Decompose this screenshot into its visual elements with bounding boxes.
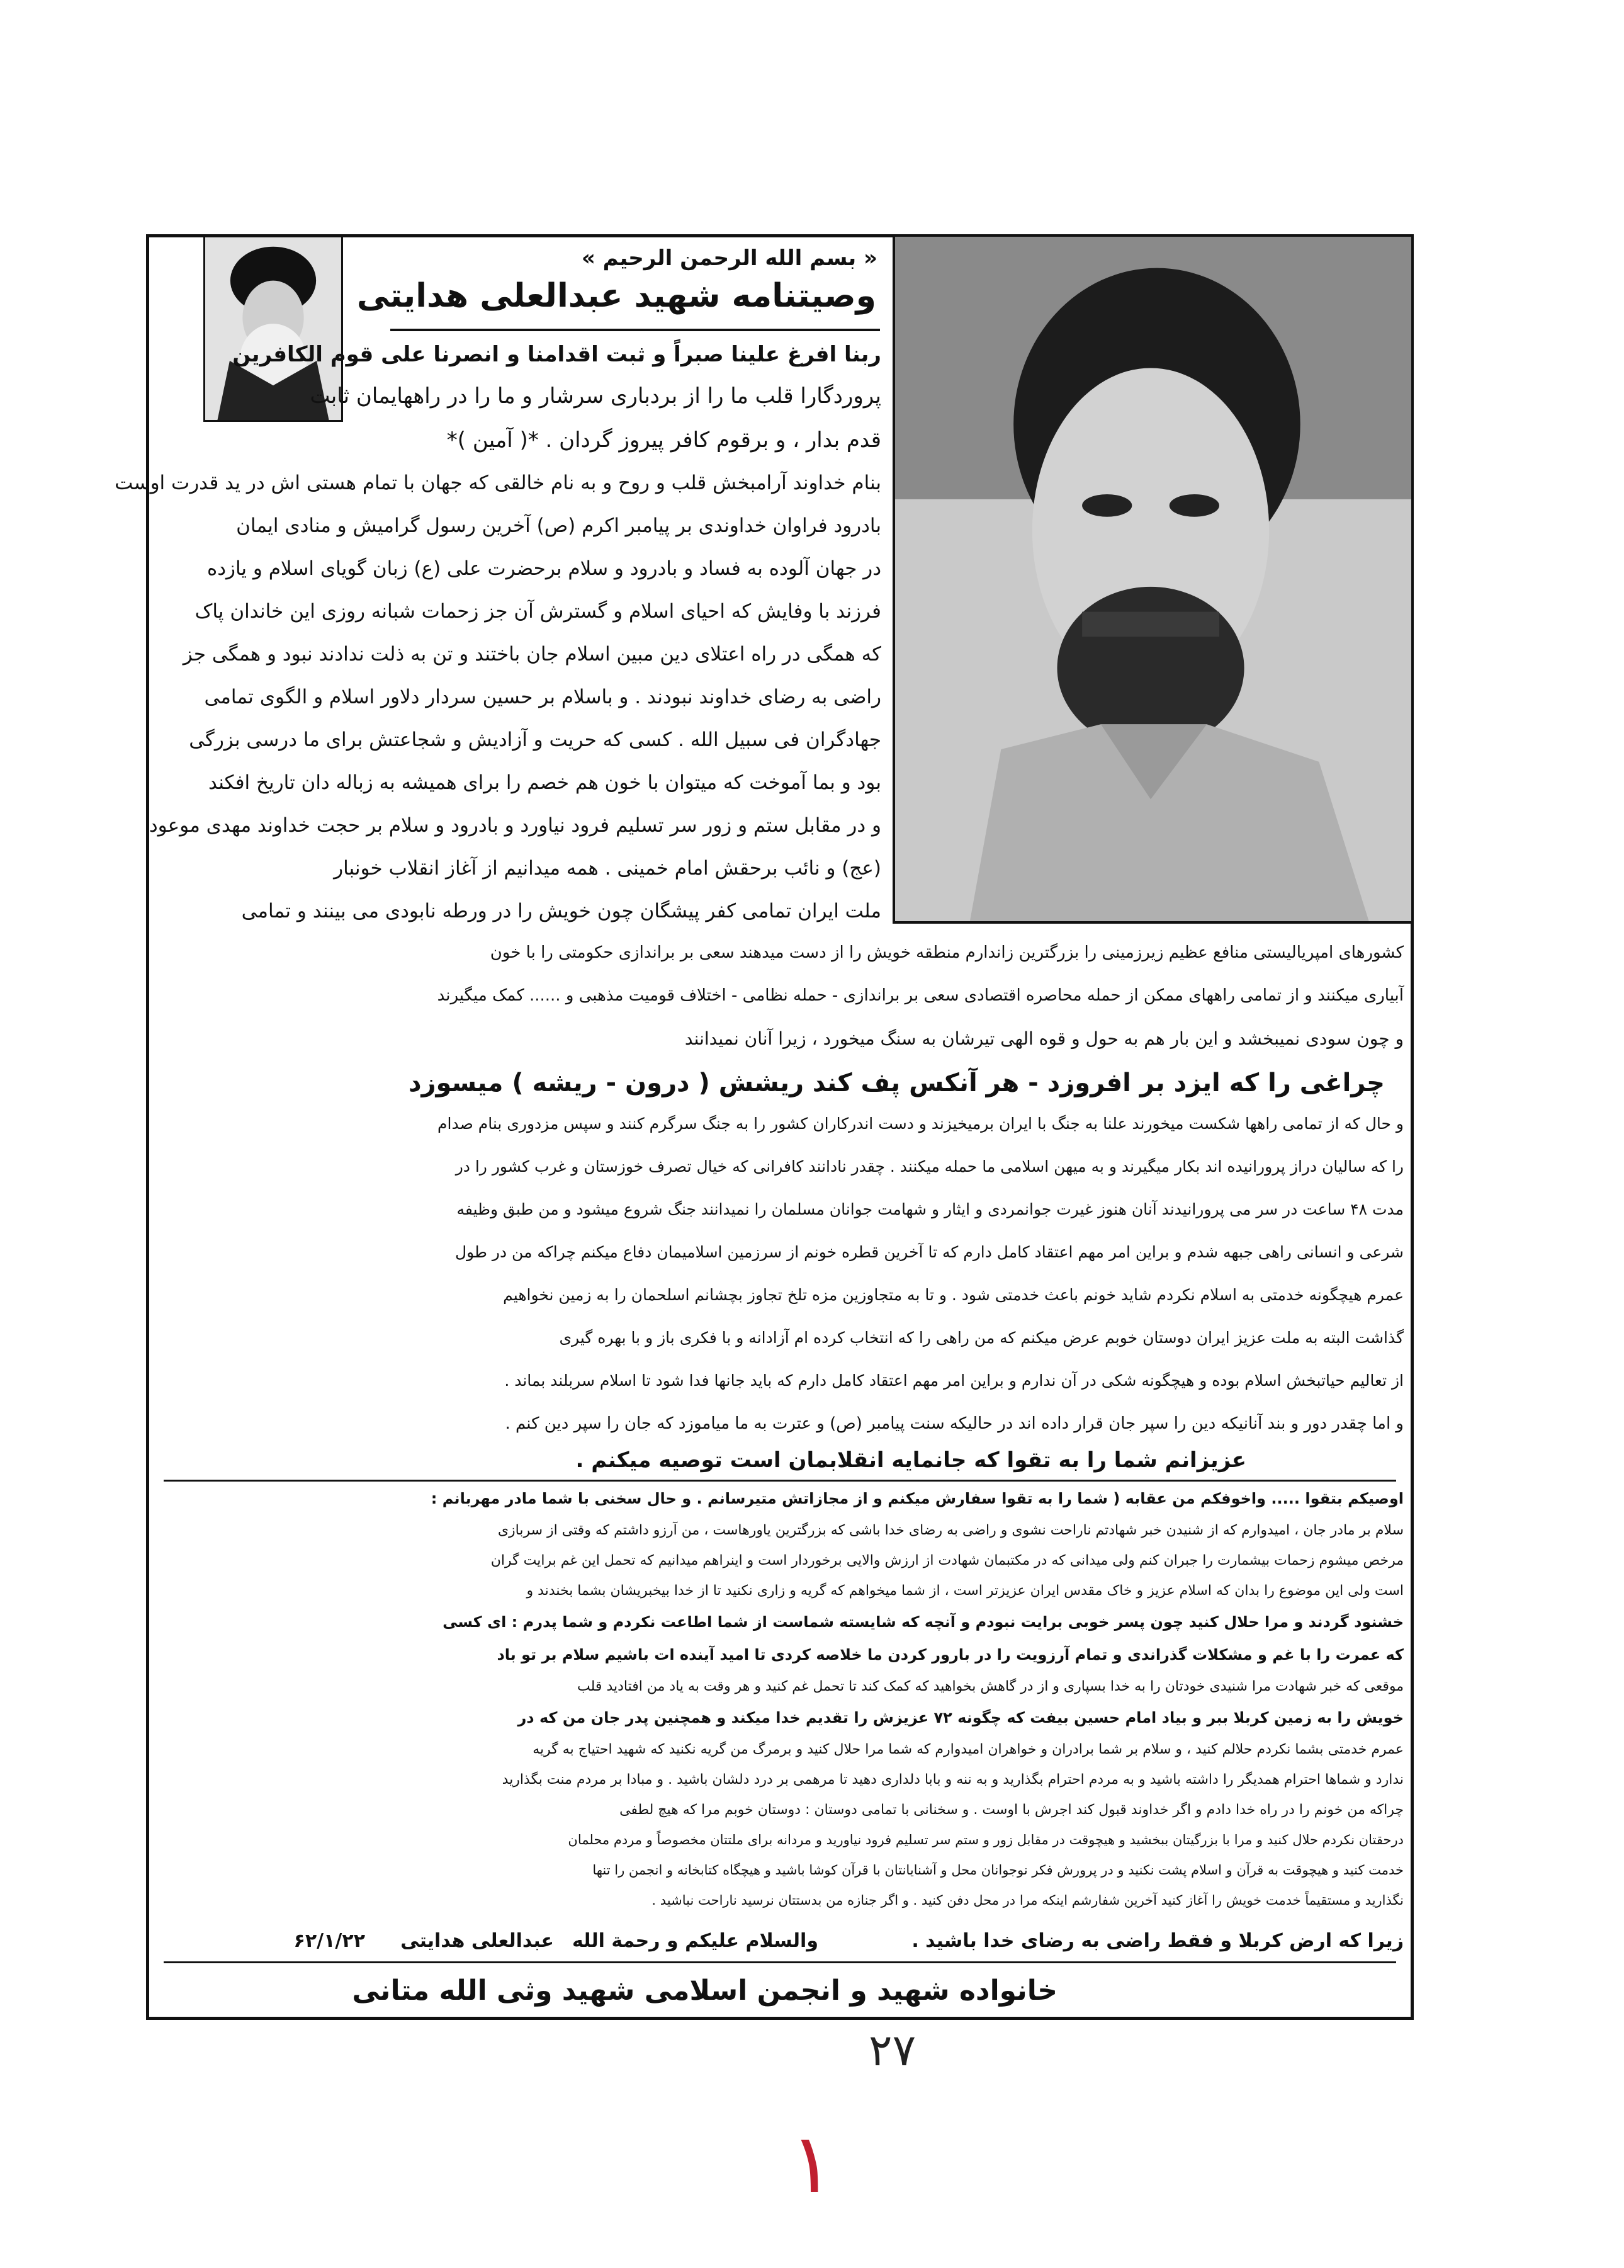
body-line: درحقتان نکردم حلال کنید و مرا با بزرگیتان ببخشید و هیچوقت در مقابل زور و ستم سر تسلیم فرود نیاورید و مردانه برای ملتتان مخصوصاً و مردم محلمان	[568, 1832, 1404, 1847]
body-line: خویش را به زمین کربلا ببر و بیاد امام حسین بیفت که چگونه ۷۲ عزیزش را تقدیم خدا میکند و همچنین پدر جان من که در	[517, 1709, 1404, 1727]
body-line: فرزند با وفایش که احیای اسلام و گسترش آن جز زحمات شبانه روزی این خاندان پاک	[195, 600, 881, 623]
body-line: شرعی و انسانی راهی جبهه شدم و براین امر مهم اعتقاد کامل دارم که تا آخرین قطره خونم از سرزمین اسلامیمان دفاع میکنم چراکه من در طول	[454, 1243, 1404, 1261]
martyr-photo	[893, 234, 1414, 924]
body-line: عمرم خدمتی بشما نکردم حلالم کنید ، و سلام بر شما برادران و خواهران امیدوارم که شما مرا حلال کنید و برمرگ من گریه نکنید که شهید احتیاج به گریه	[533, 1742, 1404, 1757]
closing-line: زیرا که ارض کربلا و فقط راضی به رضای خدا باشید .	[911, 1930, 1404, 1952]
body-line: عزیزانم شما را به تقوا که جانمایه انقلابمان است توصیه میکنم .	[575, 1448, 1246, 1473]
body-line: بود و بما آموخت که میتوان با خون هم خصم را برای همیشه به زباله دان تاریخ افکند	[208, 771, 881, 794]
body-line: چراکه من خونم را در راه خدا دادم و اگر خداوند قبول کند اجرش با اوست . و سخنانی با تمامی دوستان : دوستان خوبم مرا که هیچ لطفی	[619, 1802, 1404, 1818]
body-line: جهادگران فی سبیل الله . کسی که حریت و آزادیش و شجاعتش برای ما درسی بزرگی	[189, 729, 881, 751]
bismillah: « بسم الله الرحمن الرحیم »	[581, 246, 877, 271]
title-underline	[390, 329, 880, 331]
red-mark: ۱	[790, 2116, 834, 2211]
body-line: کشورهای امپریالیستی منافع عظیم زیرزمینی را بزرگترین زاندارم منطقه خویش را از دست میدهند سعی بر براندازی حکومتی را با خون	[490, 943, 1404, 962]
body-line: خشنود گردند و مرا حلال کنید چون پسر خوبی برایت نبودم و آنچه که شایسته شماست از شما اطاعت نکردم و شما پدرم : ای کسی	[443, 1613, 1404, 1631]
body-line: که همگی در راه اعتلای دین مبین اسلام جان باختند و تن به ذلت ندادند نبود و همگی جز	[183, 643, 881, 666]
footer-text: خانواده شهید و انجمن اسلامی شهید وثی الله متانی	[352, 1975, 1057, 2007]
poem-line: چراغی را که ایزد بر افروزد - هر آنکس پف کند ریشش ( درون - ریشه ) میسوزد	[408, 1069, 1385, 1097]
body-line: را که سالیان دراز پرورانیده اند بکار میگیرند و به میهن اسلامی ما حمله میکنند . چقدر نادانند کافرانی که خیال تصرف خوزستان و غرب کشور را در	[455, 1157, 1404, 1176]
body-line: و چون سودی نمیبخشد و این بار هم به حول و قوه الهی تیرشان به سنگ میخورد ، زیرا آنان نمیدانند	[684, 1028, 1404, 1049]
section-divider	[164, 1961, 1396, 1963]
body-line: و حال که از تمامی راهها شکست میخورند علنا به جنگ با ایران برمیخیزند و دست اندرکاران کشور را به جنگ سرگرم کنند و سپس مزدوری بنام صدام	[437, 1114, 1404, 1133]
closing-salam: والسلام علیکم و رحمة الله	[572, 1930, 818, 1952]
body-line: مرخص میشوم زحمات بیشمارت را جبران کنم ولی میدانی که در مکتبمان شهادت از ارزش والایی برخوردار است و اینراهم میدانیم که تحمل این غم برایت گران	[490, 1553, 1404, 1568]
body-line: ملت ایران تمامی کفر پیشگان چون خویش را در ورطه نابودی می بینند و تمامی	[241, 900, 881, 922]
body-line: ندارد و شماها احترام همدیگر را داشته باشید و به مردم احترام بگذارید و به ننه و بابا دلداری دهید تا مرهمی بر درد دلشان باشید . و مبادا بر مردم منت بگذارید	[502, 1772, 1404, 1788]
body-line: و اما چقدر دور و بند آنانیکه دین را سپر جان قرار داده اند در حالیکه سنت پیامبر (ص) و عترت به ما میاموزد که جان را سپر دین کنم .	[505, 1414, 1404, 1433]
page-number: ۲۷	[869, 2024, 916, 2076]
body-line: و در مقابل ستم و زور سر تسلیم فرود نیاورد و بادرود و سلام بر حجت خداوند مهدی موعود	[149, 814, 881, 837]
body-line: مدت ۴۸ ساعت در سر می پرورانیدند آنان هنوز غیرت جوانمردی و ایثار و شهامت جوانان مسلمان را نمیدانند جنگ شروع میشود و من طبق وظیفه	[456, 1200, 1404, 1218]
body-line: عمرم هیچگونه خدمتی به اسلام نکردم شاید خونم باعث خدمتی شود . و تا به متجاوزین مزه تلخ تجاوز بچشانم اسلحمان را به زمین نخواهیم	[503, 1286, 1404, 1304]
body-line: گذاشت البته به ملت عزیز ایران دوستان خوبم عرض میکنم که من راهی را که انتخاب کرده ام آزادانه و با فکری باز و با بهره گیری	[559, 1329, 1404, 1347]
body-line: اوصیکم بتقوا ..... واخوفکم من عقابه ( شما را به تقوا سفارش میکنم و از مجازاتش متیرسانم . و حال سخنی با شما مادر مهربانم :	[431, 1490, 1404, 1507]
signature: عبدالعلی هدایتی	[400, 1930, 554, 1952]
body-line: سلام بر مادر جان ، امیدوارم که از شنیدن خبر شهادتم ناراحت نشوی و راضی به رضای خدا باشی که بزرگترین یاورهاست ، من آرزو داشتم که وقتی از سربازی	[497, 1522, 1404, 1538]
body-line: پروردگارا قلب ما را از بردباری سرشار و ما را در راههایمان ثابت	[310, 383, 881, 409]
body-line: موقعی که خبر شهادت مرا شنیدی خودتان را به خدا بسپاری و از در گاهش بخواهید که کمک کند تا تحمل غم کنید و هر وقت به یاد من افتادید قلب	[577, 1679, 1404, 1694]
body-line: ربنا افرغ علینا صبراً و ثبت اقدامنا و انصرنا علی قوم الکافرین	[232, 342, 881, 367]
body-line: بادرود فراوان خداوندی بر پیامبر اکرم (ص) آخرین رسول گرامیش و منادی ایمان	[236, 514, 881, 537]
body-line: قدم بدار ، و برقوم کافر پیروز گردان . *( آمین )*	[446, 428, 881, 453]
page-title: وصیتنامه شهید عبدالعلی هدایتی	[356, 277, 876, 315]
body-line: است ولی این موضوع را بدان که اسلام عزیز و خاک مقدس ایران عزیزتر است ، از شما میخواهم که گریه و زاری نکنید تا از خدا بیخبریشان بشما بخندند و	[526, 1583, 1404, 1599]
date: ۶۲/۱/۲۲	[293, 1930, 365, 1952]
body-line: راضی به رضای خداوند نبودند . و باسلام بر حسین سردار دلاور اسلام و الگوی تمامی	[204, 686, 881, 708]
body-line: (عج) و نائب برحقش امام خمینی . همه میدانیم از آغاز انقلاب خونبار	[334, 857, 881, 880]
section-divider	[164, 1480, 1396, 1482]
body-line: در جهان آلوده به فساد و بادرود و سلام برحضرت علی (ع) زبان گویای اسلام و یازده	[206, 557, 881, 580]
body-line: آبیاری میکنند و از تمامی راههای ممکن از حمله محاصره اقتصادی سعی بر براندازی - حمله نظامی - اختلاف قومیت مذهبی و ...... کمک میگیرند	[437, 986, 1404, 1005]
body-line: خدمت کنید و هیچوقت به قرآن و اسلام پشت نکنید و در پرورش فکر نوجوانان محل و آشنایانتان با قرآن کوشا باشید و هیچگاه کتابخانه و انجمن را تنها	[592, 1863, 1404, 1878]
body-line: بنام خداوند آرامبخش قلب و روح و به نام خالقی که جهان با تمام هستی اش در ید قدرت اوست	[115, 472, 881, 494]
body-line: نگذارید و مستقیماً خدمت خویش را آغاز کنید آخرین شفارشم اینکه مرا در محل دفن کنید . و اگر جنازه من بدستتان نرسید ناراحت نباشید .	[651, 1893, 1404, 1908]
body-line: از تعالیم حیاتبخش اسلام بوده و هیچگونه شکی در آن ندارم و براین امر مهم اعتقاد کامل دارم که باید جانها فدا شود تا اسلام سربلند بماند .	[504, 1371, 1404, 1390]
martyr-photo-drawing	[895, 237, 1411, 921]
body-line: که عمرت را با غم و مشکلات گذراندی و تمام آرزویت را در بارور کردن ما خلاصه کردی تا امید آینده ات باشیم سلام بر تو باد	[497, 1646, 1404, 1664]
